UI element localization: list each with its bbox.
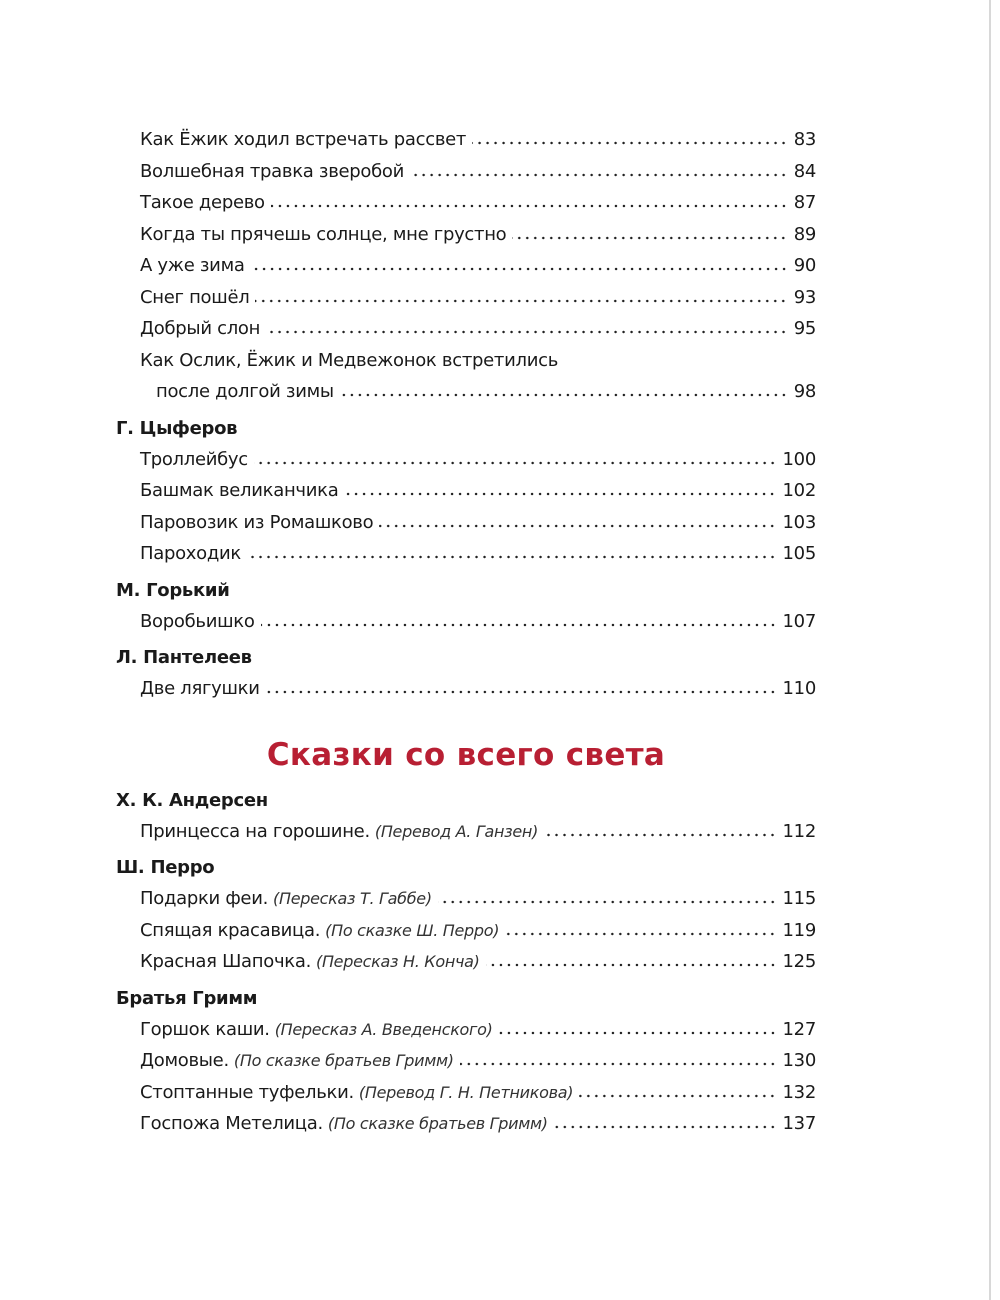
dot-leader bbox=[255, 299, 787, 303]
entry-title: Паровозик из Ромашково bbox=[140, 511, 374, 533]
page-number: 137 bbox=[782, 1113, 816, 1134]
entry-title: Снег пошёл bbox=[140, 286, 250, 308]
table-of-contents bbox=[116, 124, 816, 1140]
dot-leader bbox=[499, 1031, 777, 1035]
page-number: 132 bbox=[782, 1081, 816, 1103]
author-heading: Х. К. Андерсен bbox=[116, 789, 268, 811]
page-number: 130 bbox=[782, 1050, 816, 1071]
dot-leader bbox=[247, 555, 777, 559]
entry-title: Госпожа Метелица. bbox=[140, 1113, 323, 1134]
page-number: 90 bbox=[793, 255, 816, 276]
page-number: 87 bbox=[793, 192, 816, 213]
entry-title: Стоптанные туфельки. bbox=[140, 1081, 354, 1103]
entry-title: Как Ослик, Ёжик и Медвежонок встретились bbox=[140, 349, 559, 371]
page-number: 125 bbox=[782, 951, 816, 972]
page-number: 112 bbox=[782, 820, 816, 842]
toc-entry[interactable] bbox=[116, 673, 816, 705]
dot-leader bbox=[438, 900, 777, 904]
page-number: 93 bbox=[793, 286, 816, 308]
entry-title: Добрый слон bbox=[140, 318, 261, 339]
toc-entry[interactable] bbox=[116, 507, 816, 539]
author-heading: Г. Цыферов bbox=[116, 417, 238, 439]
dot-leader bbox=[344, 492, 776, 496]
dot-leader bbox=[512, 236, 787, 240]
dot-leader bbox=[579, 1094, 776, 1098]
dot-leader bbox=[251, 267, 788, 271]
entry-title: после долгой зимы bbox=[156, 381, 334, 402]
page-number: 127 bbox=[782, 1018, 816, 1040]
author-heading: Братья Гримм bbox=[116, 987, 258, 1009]
entry-note: (По сказке Ш. Перро) bbox=[325, 920, 500, 940]
entry-title: Подарки феи. bbox=[140, 888, 269, 909]
toc-entry[interactable] bbox=[116, 282, 816, 314]
entry-note: (Пересказ Т. Габбе) bbox=[273, 889, 432, 908]
page-number: 83 bbox=[793, 129, 816, 150]
page-number: 119 bbox=[782, 919, 816, 941]
toc-entry[interactable] bbox=[116, 313, 816, 345]
toc-entry[interactable] bbox=[116, 124, 816, 156]
entry-title: Домовые. bbox=[140, 1050, 229, 1071]
dot-leader bbox=[271, 204, 788, 208]
page-number: 89 bbox=[793, 223, 816, 245]
toc-entry[interactable] bbox=[116, 444, 816, 476]
toc-entry[interactable] bbox=[116, 946, 816, 978]
dot-leader bbox=[460, 1062, 777, 1066]
page-number: 107 bbox=[782, 610, 816, 632]
page-number: 115 bbox=[782, 888, 816, 909]
entry-title: Как Ёжик ходил встречать рассвет bbox=[140, 129, 467, 150]
toc-entry[interactable] bbox=[116, 606, 816, 638]
entry-note: (Перевод А. Ганзен) bbox=[374, 821, 539, 841]
toc-entry[interactable] bbox=[116, 883, 816, 915]
toc-entry[interactable] bbox=[116, 816, 816, 848]
page-number: 110 bbox=[782, 678, 816, 699]
section-heading: Сказки со всего света bbox=[266, 736, 666, 773]
page-number: 98 bbox=[793, 381, 816, 402]
entry-note: (Перевод Г. Н. Петникова) bbox=[358, 1082, 574, 1102]
entry-title: Воробьишко bbox=[140, 610, 255, 632]
author-heading: М. Горький bbox=[116, 579, 230, 601]
dot-leader bbox=[340, 393, 788, 397]
toc-entry[interactable] bbox=[116, 250, 816, 282]
dot-leader bbox=[266, 330, 788, 334]
page-number: 95 bbox=[793, 318, 816, 339]
entry-title: Когда ты прячешь солнце, мне грустно bbox=[140, 223, 507, 245]
page-edge bbox=[989, 0, 991, 1300]
dot-leader bbox=[410, 173, 788, 177]
toc-entry[interactable] bbox=[116, 538, 816, 570]
toc-entry[interactable] bbox=[116, 156, 816, 188]
toc-entry[interactable] bbox=[116, 1045, 816, 1077]
toc-entry[interactable] bbox=[116, 219, 816, 251]
entry-title: Такое дерево bbox=[140, 192, 265, 213]
toc-entry[interactable] bbox=[116, 187, 816, 219]
toc-entry[interactable] bbox=[116, 1077, 816, 1109]
entry-title: Троллейбус bbox=[140, 448, 248, 470]
entry-title: Принцесса на горошине. bbox=[140, 820, 370, 842]
dot-leader bbox=[554, 1125, 777, 1129]
entry-title: Пароходик bbox=[140, 543, 241, 564]
entry-note: (Пересказ А. Введенского) bbox=[274, 1019, 493, 1039]
entry-note: (По сказке братьев Гримм) bbox=[233, 1051, 454, 1070]
dot-leader bbox=[261, 623, 777, 627]
entry-title: Две лягушки bbox=[140, 678, 260, 699]
entry-note: (По сказке братьев Гримм) bbox=[327, 1114, 548, 1133]
toc-entry[interactable] bbox=[116, 1014, 816, 1046]
toc-entry-line1 bbox=[116, 345, 816, 377]
page-number: 100 bbox=[782, 448, 816, 470]
dot-leader bbox=[472, 141, 788, 145]
dot-leader bbox=[544, 833, 777, 837]
toc-entry[interactable] bbox=[116, 1108, 816, 1140]
page-number: 102 bbox=[782, 480, 816, 501]
dot-leader bbox=[505, 932, 776, 936]
entry-title: Красная Шапочка. bbox=[140, 951, 311, 972]
entry-title: Спящая красавица. bbox=[140, 919, 321, 941]
entry-note: (Пересказ Н. Конча) bbox=[316, 952, 480, 971]
page-number: 84 bbox=[793, 160, 816, 182]
author-heading: Л. Пантелеев bbox=[116, 647, 252, 668]
page-number: 103 bbox=[782, 511, 816, 533]
dot-leader bbox=[254, 461, 777, 465]
entry-title: Башмак великанчика bbox=[140, 480, 339, 501]
author-heading: Ш. Перро bbox=[116, 857, 215, 878]
toc-entry[interactable] bbox=[116, 376, 816, 408]
entry-title: Волшебная травка зверобой bbox=[140, 160, 405, 182]
page-number: 105 bbox=[782, 543, 816, 564]
toc-entry[interactable] bbox=[116, 475, 816, 507]
entry-title: Горшок каши. bbox=[140, 1018, 270, 1040]
entry-title: А уже зима bbox=[140, 255, 245, 276]
dot-leader bbox=[379, 524, 776, 528]
dot-leader bbox=[266, 690, 777, 694]
dot-leader bbox=[486, 963, 777, 967]
toc-entry[interactable] bbox=[116, 915, 816, 947]
